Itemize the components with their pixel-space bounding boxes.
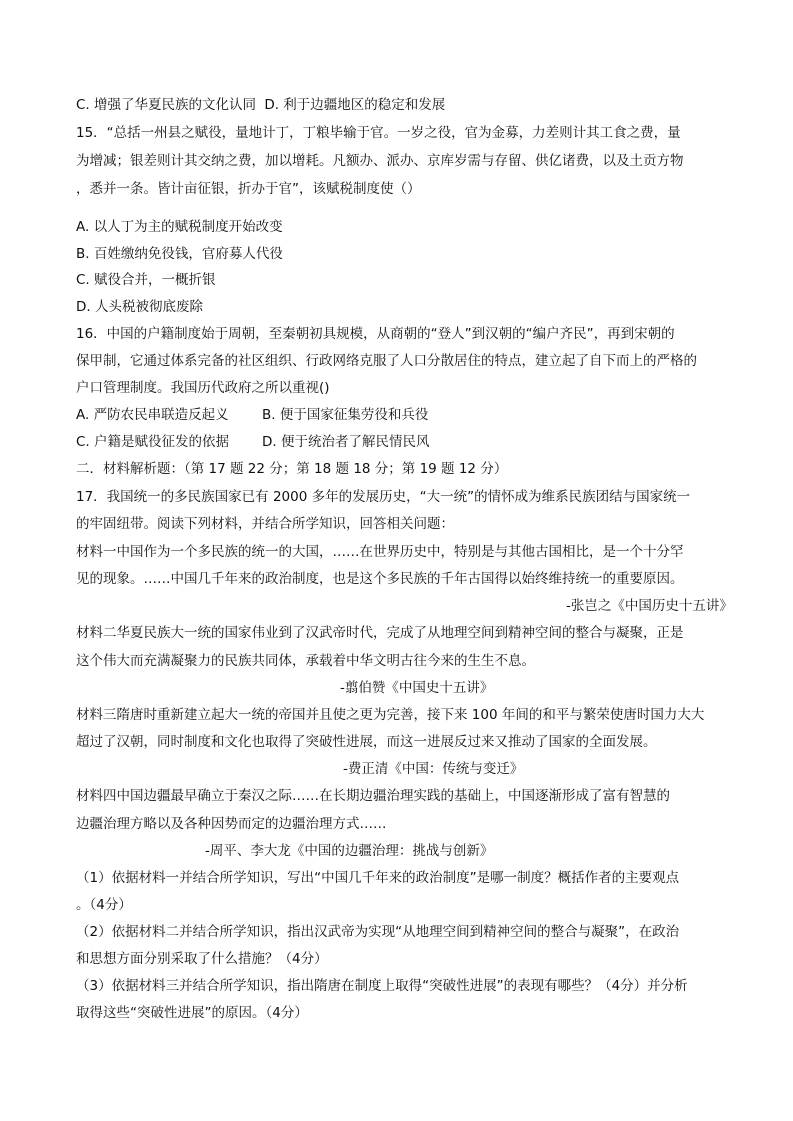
q14-option-c: C. 增强了华夏民族的文化认同 — [76, 97, 257, 113]
q17-sub3-line-1: （3）依据材料三并结合所学知识，指出隋唐在制度上取得“突破性进展”的表现有哪些？（4分）并分析 — [76, 978, 688, 994]
material-3-line-1: 材料三隋唐时重新建立起大一统的帝国并且使之更为完善，接下来 100 年间的和平与繁荣使唐时国力大大 — [76, 707, 705, 723]
q16-option-c: C. 户籍是赋役征发的依据 — [76, 434, 230, 450]
material-1-line-2: 见的现象。……中国几千年来的政治制度，也是这个多民族的千年古国得以始终维持统一的重要原因。 — [76, 571, 684, 587]
material-2-source: -翦伯赞《中国史十五讲》 — [340, 680, 494, 696]
material-4-source: -周平、李大龙《中国的边疆治理：挑战与创新》 — [205, 843, 494, 859]
q17-intro-line-2: 的牢固纽带。阅读下列材料，并结合所学知识，回答相关问题： — [76, 516, 454, 532]
material-1-line-1: 材料一中国作为一个多民族的统一的大国，……在世界历史中，特别是与其他古国相比，是一个十分罕 — [76, 544, 684, 560]
q15-stem-line-3: ，悉并一条。皆计亩征银，折办于官”，该赋税制度使（） — [76, 181, 421, 197]
q16-stem-line-3: 户口管理制度。我国历代政府之所以重视() — [76, 380, 330, 396]
material-3-line-2: 超过了汉朝，同时制度和文化也取得了突破性进展，而这一进展反过来又推动了国家的全面发展。 — [76, 734, 657, 750]
q16-stem-line-1: 16．中国的户籍制度始于周朝，至秦朝初具规模，从商朝的“登人”到汉朝的“编户齐民”，再到宋朝的 — [76, 326, 675, 342]
q15-stem-line-1: 15．“总括一州县之赋役，量地计丁，丁粮毕输于官。一岁之役，官为金募，力差则计其工食之费，量 — [76, 125, 681, 141]
q17-sub2-line-1: （2）依据材料二并结合所学知识，指出汉武帝为实现“从地理空间到精神空间的整合与凝聚”，在政治 — [76, 924, 680, 940]
q15-option-d: D. 人头税被彻底废除 — [76, 299, 203, 315]
material-1-source: -张岂之《中国历史十五讲》 — [566, 598, 733, 614]
q14-options-cd — [76, 96, 445, 114]
q16-option-a: A. 严防农民串联造反起义 — [76, 407, 229, 423]
material-4-line-1: 材料四中国边疆最早确立于秦汉之际……在长期边疆治理实践的基础上，中国逐渐形成了富有智慧的 — [76, 788, 670, 804]
q17-sub2-line-2: 和思想方面分别采取了什么措施？（4分） — [76, 951, 328, 967]
q16-stem-line-2: 保甲制，它通过体系完备的社区组织、行政网络克服了人口分散居住的特点，建立起了自下而上的严格的 — [76, 353, 697, 369]
material-2-line-2: 这个伟大而充满凝聚力的民族共同体，承载着中华文明古往今来的生生不息。 — [76, 653, 535, 669]
q17-sub1-line-2: 。（4分） — [76, 897, 132, 913]
q17-sub1-line-1: （1）依据材料一并结合所学知识，写出“中国几千年来的政治制度”是哪一制度？概括作者的主要观点 — [76, 870, 680, 886]
q15-option-c: C. 赋役合并，一概折银 — [76, 272, 216, 288]
q15-stem-line-2: 为增减；银差则计其交纳之费，加以增耗。凡额办、派办、京库岁需与存留、供亿诸费，以及土贡方物 — [76, 153, 684, 169]
q15-option-a: A. 以人丁为主的赋税制度开始改变 — [76, 219, 283, 235]
q16-option-b: B. 便于国家征集劳役和兵役 — [262, 407, 429, 423]
q17-sub3-line-2: 取得这些“突破性进展”的原因。（4分） — [76, 1005, 308, 1021]
material-4-line-2: 边疆治理方略以及各种因势而定的边疆治理方式…… — [76, 816, 387, 832]
material-3-source: -费正清《中国：传统与变迁》 — [343, 761, 524, 777]
q14-option-d: D. 利于边疆地区的稳定和发展 — [264, 97, 446, 113]
q15-option-b: B. 百姓缴纳免役钱，官府募人代役 — [76, 246, 283, 262]
section-2-heading: 二．材料解析题：（第 17 题 22 分；第 18 题 18 分；第 19 题 12 分） — [76, 461, 508, 477]
q17-intro-line-1: 17．我国统一的多民族国家已有 2000 多年的发展历史，“大一统”的情怀成为维系民族团结与国家统一 — [76, 489, 691, 505]
q16-option-d: D. 便于统治者了解民情民风 — [262, 434, 430, 450]
material-2-line-1: 材料二华夏民族大一统的国家伟业到了汉武帝时代，完成了从地理空间到精神空间的整合与凝聚，正是 — [76, 625, 684, 641]
